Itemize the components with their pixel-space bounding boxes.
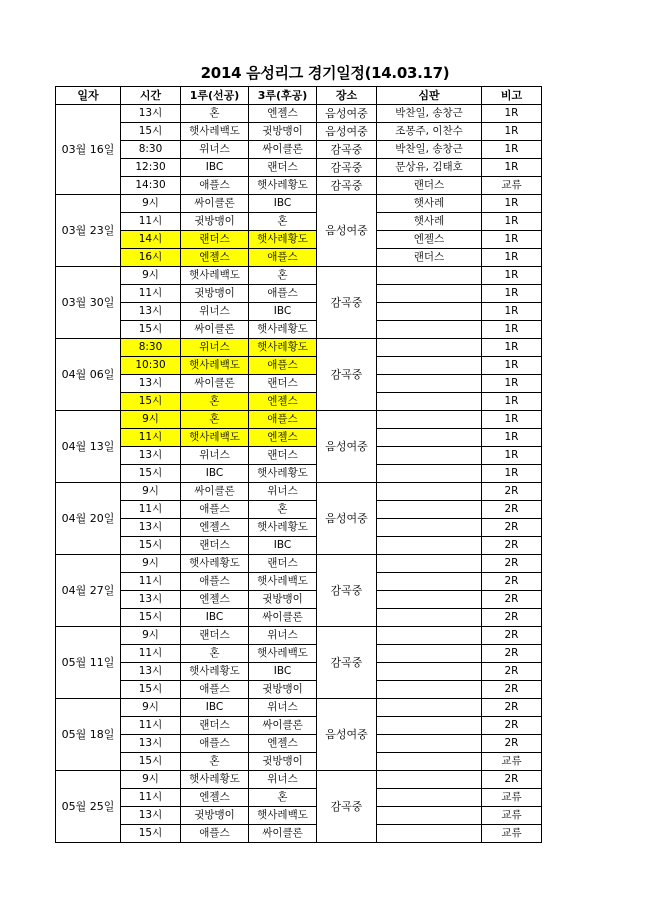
team-third: 애플스 [249,285,317,303]
game-note: 1R [482,357,542,375]
team-third: 랜더스 [249,555,317,573]
game-row [56,429,542,447]
game-umpire [377,501,482,519]
game-time: 13시 [121,303,181,321]
game-row [56,195,542,213]
team-third: 싸이클론 [249,825,317,843]
game-note: 2R [482,573,542,591]
team-third: 귓방맹이 [249,753,317,771]
game-row [56,645,542,663]
game-umpire [377,789,482,807]
game-time: 16시 [121,249,181,267]
game-time: 15시 [121,393,181,411]
team-third: 엔젤스 [249,735,317,753]
team-third: IBC [249,663,317,681]
game-note: 2R [482,627,542,645]
game-note: 2R [482,519,542,537]
game-date: 04월 13일 [56,411,121,483]
team-first: 햇사레백도 [181,357,249,375]
game-row [56,519,542,537]
team-third: 랜더스 [249,447,317,465]
schedule-table [55,86,542,843]
game-note: 1R [482,429,542,447]
game-time: 9시 [121,483,181,501]
game-note: 1R [482,231,542,249]
game-row [56,663,542,681]
game-time: 9시 [121,555,181,573]
game-umpire [377,465,482,483]
game-note: 2R [482,555,542,573]
game-time: 9시 [121,627,181,645]
game-note: 1R [482,249,542,267]
team-first: 싸이클론 [181,195,249,213]
game-venue: 감곡중 [317,555,377,627]
game-venue: 감곡중 [317,159,377,177]
game-row [56,141,542,159]
game-umpire [377,267,482,285]
game-venue: 감곡중 [317,267,377,339]
game-row [56,789,542,807]
team-third: 랜더스 [249,375,317,393]
game-venue: 감곡중 [317,177,377,195]
game-row [56,537,542,555]
game-time: 11시 [121,285,181,303]
team-third: 애플스 [249,357,317,375]
col-header-venue: 장소 [317,87,377,105]
team-first: 위너스 [181,141,249,159]
game-date: 05월 25일 [56,771,121,843]
game-row [56,555,542,573]
game-row [56,717,542,735]
game-venue: 음성여중 [317,411,377,483]
game-time: 15시 [121,321,181,339]
team-first: 귓방맹이 [181,213,249,231]
col-header-first: 1루(선공) [181,87,249,105]
game-venue: 감곡중 [317,771,377,843]
team-third: 엔젤스 [249,105,317,123]
game-umpire [377,393,482,411]
game-time: 10:30 [121,357,181,375]
team-first: 애플스 [181,573,249,591]
game-time: 15시 [121,825,181,843]
team-first: 싸이클론 [181,321,249,339]
game-date: 04월 06일 [56,339,121,411]
game-row [56,699,542,717]
team-first: IBC [181,465,249,483]
game-umpire: 박찬일, 송창근 [377,105,482,123]
team-first: 애플스 [181,177,249,195]
team-first: 귓방맹이 [181,285,249,303]
team-first: 엔젤스 [181,591,249,609]
game-umpire [377,717,482,735]
game-note: 1R [482,393,542,411]
game-row [56,393,542,411]
team-first: 햇사레백도 [181,267,249,285]
team-first: 햇사레백도 [181,429,249,447]
team-first: IBC [181,609,249,627]
game-row [56,123,542,141]
game-note: 1R [482,267,542,285]
game-note: 2R [482,537,542,555]
game-row [56,573,542,591]
game-venue: 감곡중 [317,339,377,411]
game-row [56,213,542,231]
game-note: 1R [482,105,542,123]
game-umpire [377,429,482,447]
game-row [56,357,542,375]
game-umpire [377,321,482,339]
game-note: 교류 [482,753,542,771]
game-venue: 감곡중 [317,627,377,699]
team-first: 싸이클론 [181,375,249,393]
game-time: 15시 [121,465,181,483]
team-first: 랜더스 [181,717,249,735]
header-row [56,87,542,105]
game-umpire: 햇사레 [377,195,482,213]
game-time: 11시 [121,645,181,663]
game-note: 1R [482,195,542,213]
game-time: 11시 [121,213,181,231]
team-third: 위너스 [249,699,317,717]
game-time: 13시 [121,447,181,465]
game-row [56,735,542,753]
game-umpire [377,699,482,717]
game-umpire [377,285,482,303]
game-venue: 음성여중 [317,699,377,771]
game-note: 1R [482,213,542,231]
game-date: 05월 18일 [56,699,121,771]
team-first: 귓방맹이 [181,807,249,825]
game-note: 2R [482,771,542,789]
game-row [56,501,542,519]
team-first: 애플스 [181,825,249,843]
game-note: 2R [482,735,542,753]
team-third: IBC [249,537,317,555]
game-note: 2R [482,681,542,699]
game-time: 15시 [121,537,181,555]
game-time: 13시 [121,105,181,123]
game-note: 2R [482,717,542,735]
team-first: 혼 [181,393,249,411]
game-time: 13시 [121,375,181,393]
game-umpire [377,519,482,537]
game-date: 03월 30일 [56,267,121,339]
game-note: 교류 [482,177,542,195]
team-first: 엔젤스 [181,519,249,537]
team-third: 귓방맹이 [249,681,317,699]
game-umpire [377,663,482,681]
game-umpire [377,375,482,393]
team-third: 햇사레백도 [249,645,317,663]
game-row [56,753,542,771]
team-third: 싸이클론 [249,609,317,627]
team-first: 애플스 [181,501,249,519]
game-note: 교류 [482,807,542,825]
game-umpire: 조몽주, 이찬수 [377,123,482,141]
game-umpire [377,591,482,609]
game-note: 1R [482,159,542,177]
page-title: 2014 음성리그 경기일정(14.03.17) [200,64,450,82]
game-note: 1R [482,339,542,357]
team-third: 혼 [249,789,317,807]
game-time: 11시 [121,429,181,447]
game-umpire: 랜더스 [377,249,482,267]
team-first: 랜더스 [181,537,249,555]
team-first: 햇사레백도 [181,123,249,141]
game-time: 11시 [121,573,181,591]
game-umpire [377,627,482,645]
game-umpire: 박찬일, 송창근 [377,141,482,159]
game-row [56,177,542,195]
game-date: 03월 16일 [56,105,121,195]
team-third: 위너스 [249,483,317,501]
game-time: 15시 [121,753,181,771]
game-umpire [377,681,482,699]
team-third: 애플스 [249,411,317,429]
game-umpire [377,573,482,591]
game-venue: 감곡중 [317,141,377,159]
game-row [56,591,542,609]
game-time: 12:30 [121,159,181,177]
game-umpire [377,825,482,843]
game-venue: 음성여중 [317,123,377,141]
game-row [56,447,542,465]
game-umpire [377,771,482,789]
game-date: 04월 27일 [56,555,121,627]
team-third: 랜더스 [249,159,317,177]
game-row [56,807,542,825]
game-time: 11시 [121,789,181,807]
game-umpire [377,807,482,825]
game-time: 8:30 [121,339,181,357]
team-first: 랜더스 [181,231,249,249]
game-umpire [377,609,482,627]
game-time: 13시 [121,735,181,753]
game-time: 13시 [121,663,181,681]
team-first: 혼 [181,105,249,123]
game-time: 15시 [121,609,181,627]
col-header-third: 3루(후공) [249,87,317,105]
game-row [56,375,542,393]
team-third: 햇사레황도 [249,519,317,537]
team-first: 햇사레황도 [181,663,249,681]
game-row [56,267,542,285]
game-note: 1R [482,375,542,393]
game-umpire [377,537,482,555]
game-time: 14시 [121,231,181,249]
team-third: 싸이클론 [249,717,317,735]
game-time: 14:30 [121,177,181,195]
game-note: 1R [482,447,542,465]
game-row [56,483,542,501]
team-third: 애플스 [249,249,317,267]
game-note: 2R [482,663,542,681]
game-row [56,303,542,321]
team-third: IBC [249,195,317,213]
team-first: 위너스 [181,447,249,465]
team-third: 엔젤스 [249,429,317,447]
team-third: 싸이클론 [249,141,317,159]
game-row [56,627,542,645]
game-venue: 음성여중 [317,195,377,267]
game-time: 11시 [121,717,181,735]
game-umpire [377,753,482,771]
game-time: 15시 [121,123,181,141]
game-row [56,321,542,339]
team-third: 위너스 [249,627,317,645]
game-umpire [377,735,482,753]
team-first: 위너스 [181,339,249,357]
team-third: 혼 [249,267,317,285]
game-umpire [377,483,482,501]
team-first: 애플스 [181,681,249,699]
game-venue: 음성여중 [317,483,377,555]
game-umpire [377,555,482,573]
game-note: 1R [482,321,542,339]
col-header-note: 비고 [482,87,542,105]
team-third: 햇사레황도 [249,231,317,249]
game-row [56,159,542,177]
game-umpire: 햇사레 [377,213,482,231]
game-note: 2R [482,609,542,627]
game-note: 2R [482,483,542,501]
game-note: 교류 [482,789,542,807]
game-time: 15시 [121,681,181,699]
game-umpire [377,339,482,357]
game-umpire: 문상유, 김태호 [377,159,482,177]
game-venue: 음성여중 [317,105,377,123]
game-note: 1R [482,285,542,303]
team-first: IBC [181,699,249,717]
team-third: 햇사레백도 [249,807,317,825]
team-first: 위너스 [181,303,249,321]
game-row [56,339,542,357]
game-umpire [377,411,482,429]
team-third: 혼 [249,213,317,231]
team-third: 햇사레황도 [249,465,317,483]
team-first: 엔젤스 [181,789,249,807]
game-time: 9시 [121,699,181,717]
game-umpire [377,303,482,321]
game-note: 1R [482,411,542,429]
game-note: 1R [482,465,542,483]
team-first: 애플스 [181,735,249,753]
game-umpire: 랜더스 [377,177,482,195]
game-date: 05월 11일 [56,627,121,699]
game-umpire [377,447,482,465]
game-row [56,411,542,429]
game-time: 9시 [121,411,181,429]
team-third: 엔젤스 [249,393,317,411]
team-first: 혼 [181,645,249,663]
game-umpire [377,357,482,375]
team-first: 싸이클론 [181,483,249,501]
game-time: 13시 [121,519,181,537]
game-row [56,825,542,843]
game-row [56,285,542,303]
game-time: 9시 [121,267,181,285]
team-third: 햇사레황도 [249,177,317,195]
game-date: 03월 23일 [56,195,121,267]
game-time: 9시 [121,771,181,789]
team-third: 혼 [249,501,317,519]
game-note: 2R [482,591,542,609]
team-first: 엔젤스 [181,249,249,267]
game-note: 1R [482,141,542,159]
game-row [56,465,542,483]
game-umpire [377,645,482,663]
team-first: 햇사레황도 [181,555,249,573]
game-note: 2R [482,645,542,663]
game-time: 8:30 [121,141,181,159]
game-row [56,105,542,123]
team-first: IBC [181,159,249,177]
game-row [56,681,542,699]
team-third: 햇사레황도 [249,321,317,339]
col-header-umpire: 심판 [377,87,482,105]
game-time: 13시 [121,807,181,825]
team-third: 햇사레백도 [249,573,317,591]
team-first: 혼 [181,411,249,429]
team-first: 혼 [181,753,249,771]
team-first: 랜더스 [181,627,249,645]
game-umpire: 엔젤스 [377,231,482,249]
game-row [56,771,542,789]
game-note: 2R [482,501,542,519]
team-third: IBC [249,303,317,321]
game-row [56,609,542,627]
game-time: 11시 [121,501,181,519]
team-third: 귓방맹이 [249,591,317,609]
col-header-time: 시간 [121,87,181,105]
game-row [56,249,542,267]
game-time: 13시 [121,591,181,609]
col-header-date: 일자 [56,87,121,105]
game-row [56,231,542,249]
game-note: 교류 [482,825,542,843]
game-note: 2R [482,699,542,717]
game-note: 1R [482,303,542,321]
team-third: 귓방맹이 [249,123,317,141]
game-note: 1R [482,123,542,141]
team-third: 햇사레황도 [249,339,317,357]
game-time: 9시 [121,195,181,213]
team-first: 햇사레황도 [181,771,249,789]
team-third: 위너스 [249,771,317,789]
game-date: 04월 20일 [56,483,121,555]
